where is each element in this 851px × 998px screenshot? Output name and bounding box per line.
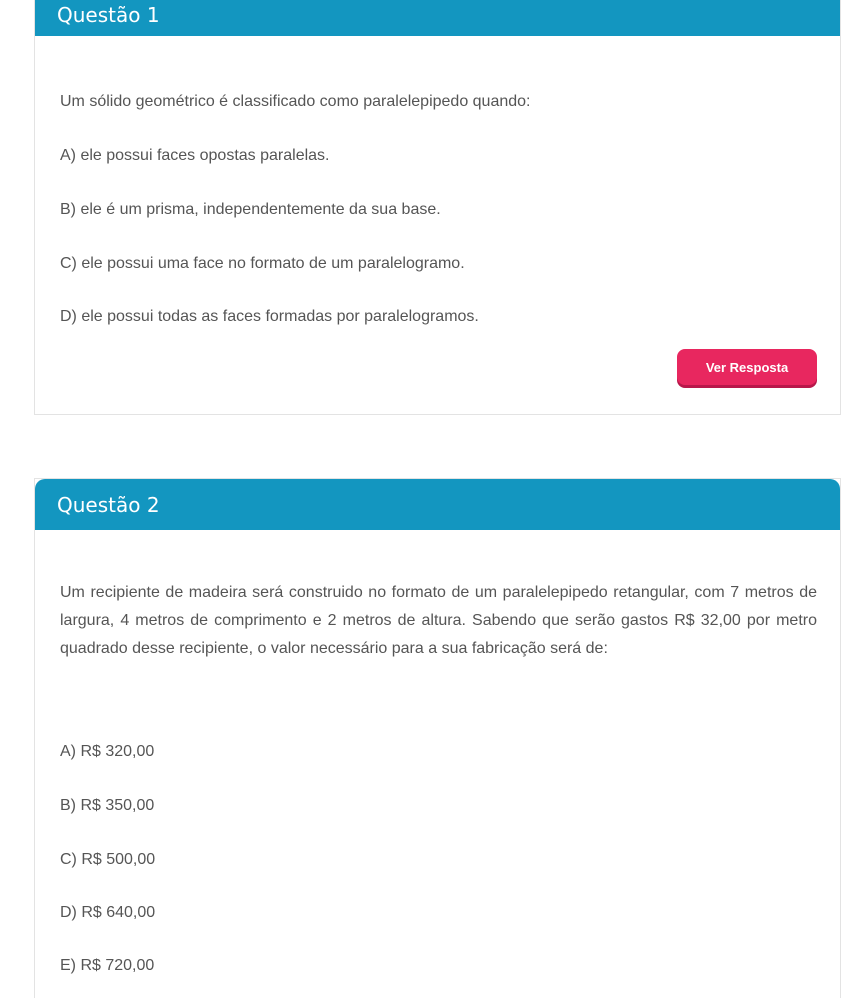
question-1-option-a: A) ele possui faces opostas paralelas. (60, 147, 330, 164)
question-1-option-d: D) ele possui todas as faces formadas por paralelogramos. (60, 308, 479, 325)
question-2-text: Um recipiente de madeira será construido no formato de um paralelepipedo retangular, com 7 metros de largura, 4 metros de comprimento e 2 metros de altura. Sabendo que serão gastos R$ 32,00 por metro quadrado desse recipiente, o valor necessário para a sua fabricação será de: (60, 584, 817, 657)
question-2-option-b: B) R$ 350,00 (60, 797, 155, 814)
ver-resposta-button[interactable]: Ver Resposta (677, 349, 817, 385)
question-1-text: Um sólido geométrico é classificado como paralelepipedo quando: (60, 93, 531, 110)
question-card-2 (34, 478, 841, 998)
question-1-option-c: C) ele possui uma face no formato de um paralelogramo. (60, 255, 465, 272)
question-1-option-b: B) ele é um prisma, independentemente da sua base. (60, 201, 441, 218)
question-2-option-d: D) R$ 640,00 (60, 904, 156, 921)
question-2-option-a: A) R$ 320,00 (60, 743, 155, 760)
question-2-title: Questão 2 (35, 479, 840, 530)
question-2-option-e: E) R$ 720,00 (60, 957, 155, 974)
question-1-title: Questão 1 (35, 0, 840, 36)
question-card-1 (34, 0, 841, 415)
question-2-option-c: C) R$ 500,00 (60, 851, 156, 868)
